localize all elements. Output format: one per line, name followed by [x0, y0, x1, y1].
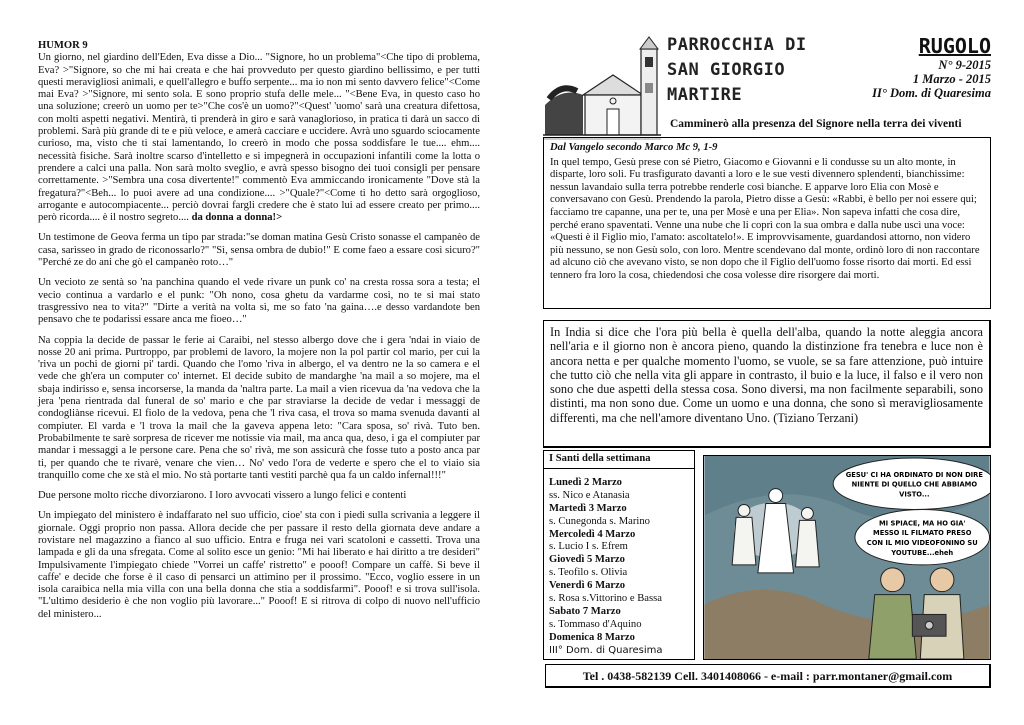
day-label: Giovedì 5 Marzo	[549, 554, 625, 566]
humor-punchline: da donna a donna!>	[191, 212, 283, 224]
liturgical-sunday: II° Dom. di Quaresima	[872, 86, 991, 100]
day-label: Mercoledì 4 Marzo	[549, 528, 636, 540]
saints-box	[543, 450, 695, 660]
day-label: Domenica 8 Marzo	[549, 631, 635, 643]
bubble2-line: YOUTUBE...eheh	[891, 549, 954, 558]
issue-number: N° 9-2015	[938, 58, 991, 72]
tagline: Camminerò alla presenza del Signore nella terra dei viventi	[670, 118, 962, 130]
bubble1-line: VISTO...	[899, 490, 930, 499]
bulletin-title: RUGOLO	[918, 34, 991, 58]
humor-heading: HUMOR 9	[38, 40, 88, 51]
day-label: Venerdì 6 Marzo	[549, 580, 626, 592]
saint-day	[549, 554, 689, 580]
transfiguration-cartoon	[703, 455, 991, 660]
church-illustration	[543, 35, 661, 141]
humor-story-genio: Un impiegato del ministero è indaffarato nel suo ufficio, cioe' sta con i piedi sulla scrivania a leggere il giornale. Oggi proprio non passa. Allora decide che per passare il resto della giornata deve andare a rovistare nel magazzino a fianco al suo ufficio. Entra e fruga nei vari scatoloni e cassetti. Trova una lampada e gli da una sfregata. Come al solito esce un genio: "Mi hai liberato e hai diritto a tre desideri" Impulsivamente l'impiegato chiede "Vorrei un caffe' ristretto" e pooof! Compare un caffè. Si beve il caffe' e decide che forse è il caso di pensarci un attimino per il prossimo. "Ecco, voglio essere in un isola caraibica nella mia villa con una bella donna che stia a soddisfarmi". Pooof! e si trova sull'isola. "L'ultimo desiderio è che non voglio più lavorare..." Pooof! E si ritrova di colpo di nuovo nell'ufficio del ministero...	[38, 510, 480, 620]
saint-day	[549, 529, 689, 555]
day-label: Sabato 7 Marzo	[549, 605, 621, 617]
saint-day	[549, 606, 689, 632]
gospel-title: Dal Vangelo secondo Marco Mc 9, 1-9	[550, 142, 718, 153]
humor-story-punk: Un vecioto ze sentà so 'na panchina quando el vede rivare un punk co' na cresta rossa sora a testa; el vecio continua a vardarlo e el punk: "Oh nono, cosa ghetu da vardarme così, no te si mai stato trasgressivo nea to vita?" "Dirte a verità na volta sì, me so fato 'na gaina….e desso vardandote ben pensavo che te podarissi essare anca me fioeo…"	[38, 277, 480, 326]
saint-day	[549, 580, 689, 606]
gospel-text: In quel tempo, Gesù prese con sé Pietro, Giacomo e Giovanni e li condusse su un alto monte, in disparte, loro soli. Fu trasfigurato davanti a loro e le sue vesti divennero splendenti, bianchissime: nessun lavandaio sulla terra potrebbe renderle così bianche. E apparve loro Elia con Mosè e conversavano con Gesù. Prendendo la parola, Pietro disse a Gesù: «Rabbì, è bello per noi essere qui; facciamo tre capanne, una per te, una per Mosè e una per Elia». Non sapeva infatti che cosa dire, perché erano spaventati. Venne una nube che li coprì con la sua ombra e dalla nube uscì una voce: «Questi è il Figlio mio, l'amato: ascoltatelo!». E improvvisamente, guardandosi attorno, non videro più nessuno, se non Gesù solo, con loro. Mentre scendevano dal monte, ordinò loro di non raccontare ad alcuno ciò che avevano visto, se non dopo che il Figlio dell'uomo fosse risorto dai morti. Ed essi tennero fra loro la cosa, chiedendosi che cosa volesse dire risorgere dai morti.	[550, 156, 980, 281]
humor-story-divorzio: Due persone molto ricche divorziarono. I loro avvocati vissero a lungo felici e contenti	[38, 490, 407, 502]
day-saints: s. Lucio I s. Efrem	[549, 541, 628, 553]
day-label: Martedì 3 Marzo	[549, 502, 627, 514]
day-saints: s. Teofilo s. Olivia	[549, 567, 628, 579]
humor-story-geova: Un testimone de Geova ferma un tipo par strada:"se doman matina Gesù Cristo sonasse el campanèo de casa, sarìsseo in grado de riconossarlo?" "Sì, sensa ombra de dubio!" E come faeo a essare così sicuro?" "Perché ze do ani che gò el campanèo roto…"	[38, 232, 480, 269]
saints-title: I Santi della settimana	[544, 453, 694, 469]
bubble2-line: MESSO IL FILMATO PRESO	[873, 529, 972, 538]
contact-footer: Tel . 0438-582139 Cell. 3401408066 - e-mail : parr.montaner@gmail.com	[545, 664, 991, 688]
humor-story-eden	[38, 52, 480, 224]
humor-text: Un giorno, nel giardino dell'Eden, Eva disse a Dio... "Signore, ho un problema"<Che tipo di problema, Eva? >"Signore, so che mi hai creata e che hai provveduto per questo giardino bellissimo, e per tutti questi meravigliosi animali, e quell'allegro e buffo serpente... ma io non mi sento davvero felice"<Come mai Eva? >"Signore, mi sento sola. E sono proprio stufa delle mele... "<Bene Eva, in questo caso ho una soluzione; creerò un uomo per te>"Che cos'è un uomo?"<Quest' 'uomo' sarà una creatura difettosa, con molti aspetti negativi. Mentirà, ti prenderà in giro e sarà vanaglorioso, in pratica ti darà un sacco di problemi. Sarà più grande di te e più veloce, e amerà cacciare e uccidere. Avrà uno sguardo sciocamente curioso, ma, visto che ti stai lamentando, lo creerò in modo che possa soddisfare le tue.... ehm.... necessità fisiche. Sarà inoltre scarso d'intelletto e si impegnerà in occupazioni infantili come la lotta o prendere a calci una palla. Non sarà molto sveglio, e avrà spesso bisogno dei tuoi consigli per pensare correttamente. >"Sembra una cosa divertente!" commentò Eva ammiccando ironicamente "Dove stà la fregatura?"<Beh... lo puoi avere ad una condizione.... >"Quale?"<Come ti ho detto sarà orgoglioso, arrogante e autocompiacente... perciò dovrai fargli credere che è stato lui ad essere creato per primo.... però ricorda.... è il nostro segreto....	[38, 52, 480, 224]
day-saints: s. Tommaso d'Aquino	[549, 618, 642, 630]
parish-line: PARROCCHIA DI	[667, 35, 807, 55]
bubble2-line: CON IL MIO VIDEOFONINO SU	[866, 539, 978, 548]
bubble2-line: MI SPIACE, MA HO GIA'	[878, 519, 966, 528]
day-saints: s. Rosa s.Vittorino e Bassa	[549, 593, 662, 605]
speech-bubble-2	[855, 509, 990, 564]
bubble1-line: NIENTE DI QUELLO CHE ABBIAMO	[851, 480, 978, 489]
day-label: Lunedì 2 Marzo	[549, 476, 622, 488]
saint-day	[549, 477, 689, 503]
saint-day	[549, 503, 689, 529]
speech-bubble-1	[833, 458, 991, 509]
issue-meta	[872, 58, 991, 100]
parish-line: SAN GIORGIO	[667, 60, 786, 80]
day-saints: III° Dom. di Quaresima	[549, 644, 663, 656]
gospel-box	[543, 137, 991, 309]
quote-box: In India si dice che l'ora più bella è quella dell'alba, quando la notte aleggia ancora nell'aria e il giorno non è ancora pieno, quando la distinzione fra tenebra e luce non è ancora netta e per qualche momento l'uomo, se vuole, se sa fare attenzione, può intuire che tutto ciò che nella vita gli appare in contrasto, il buio e la luce, il falso e il vero non sono che due aspetti della stessa cosa. Sono diversi, ma non facilmente separabili, sono distinti, ma non sono due. Come un uomo e una donna, che sono sì meravigliosamente differenti, ma che nell'amore diventano Uno. (Tiziano Terzani)	[543, 320, 991, 448]
parish-name	[667, 33, 807, 108]
issue-date: 1 Marzo - 2015	[912, 72, 991, 86]
humor-story-caraibi: Na coppia la decide de passar le ferie ai Caraibi, nel stesso albergo dove che i gera 'ndai in viaio de nosse 20 ani prima. Purtroppo, par problemi de lavoro, la mojere non la pol partir col mario, per cui la 'riva un pochi de giorni pi' tardi. Quando che l'omo 'riva in albergo, el va dentro ne la so camera e el vede che gh'era un computer co' internet. El decide subito de mandarghe 'na mail a so mojere, ma el sbaja indirisso e, sensa incorserse, la manda da 'naltra parte. La mail a vien ricevua da 'na vedova che la jera 'pena rientrada dal funeral de so' mario e che par straviarse la decide de vedar i messaggi de condogliànse ricevui. El fiolo de la vedova, pena che 'l riva casa, el trova so mama svenuda davanti al compiuter. El varda e 'l trova la mail che la gaveva appena leto: "Cara sposa, so' rivà. Tuto ben. Probabilmente te sarè sorpresa de ricever me notissie via mail, ma anca qua, deso, i ga el compiuter par mandar i messaggi a le persone care. Pena che so' rivà, me son assicurà che fosse tuto a posto anca par ti, per quando che te rivarè, venare che vien… No' vedo l'ora de vederte e spero che el to viaio sia tranquillo come che xe stà el mio. No stà portarte tanti vestiti parchè qua fa un caldo infernal!!!"	[38, 334, 480, 481]
day-saints: ss. Nico e Atanasia	[549, 489, 630, 501]
parish-line: MARTIRE	[667, 85, 743, 105]
humor-column	[38, 40, 480, 629]
day-saints: s. Cunegonda s. Marino	[549, 515, 650, 527]
bubble1-line: GESU' CI HA ORDINATO DI NON DIRE	[845, 470, 983, 479]
saint-day	[549, 632, 689, 658]
